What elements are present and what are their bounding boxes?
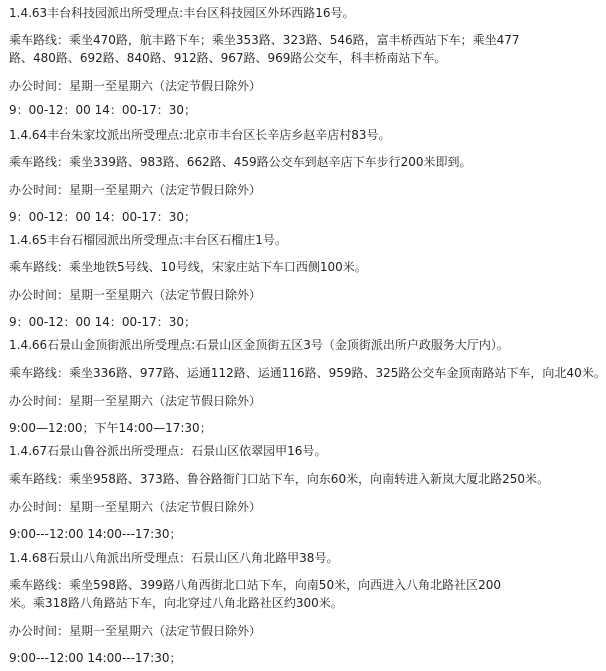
station-heading: 1.4.67石景山鲁谷派出所受理点：石景山区依翠园甲16号。	[9, 444, 327, 458]
station-heading: 1.4.65丰台石榴园派出所受理点:丰台区石榴庄1号。	[9, 233, 287, 247]
station-heading: 1.4.63丰台科技园派出所受理点:丰台区科技园区外环西路16号。	[9, 6, 355, 20]
station-hours: 9：00-12：00 14：00-17：30；	[9, 315, 196, 329]
station-hours: 9：00-12：00 14：00-17：30；	[9, 103, 196, 117]
station-hours: 9:00—12:00；下午14:00—17:30；	[9, 421, 212, 435]
station-heading: 1.4.66石景山金顶街派出所受理点:石景山区金顶街五区3号（金顶街派出所户政服务大厅内）。	[9, 338, 509, 352]
station-office-hours: 办公时间：星期一至星期六（法定节假日除外）	[9, 288, 262, 302]
station-hours: 9：00-12：00 14：00-17：30；	[9, 210, 196, 224]
station-office-hours: 办公时间：星期一至星期六（法定节假日除外）	[9, 79, 262, 93]
station-office-hours: 办公时间：星期一至星期六（法定节假日除外）	[9, 183, 262, 197]
station-office-hours: 办公时间：星期一至星期六（法定节假日除外）	[9, 624, 262, 638]
station-heading: 1.4.68石景山八角派出所受理点：石景山区八角北路甲38号。	[9, 551, 339, 565]
station-route: 乘车路线：乘坐336路、977路、运通112路、运通116路、959路、325路公交车金顶南路站下车，向北40米。	[9, 366, 606, 380]
station-route: 乘车路线：乘坐地铁5号线、10号线，宋家庄站下车口西侧100米。	[9, 260, 367, 274]
station-heading: 1.4.64丰台朱家坟派出所受理点:北京市丰台区长辛店乡赵辛店村83号。	[9, 128, 391, 142]
station-route: 乘车路线：乘坐958路、373路、鲁谷路衙门口站下车，向东60米，向南转进入新岚大厦北路250米。	[9, 472, 549, 486]
station-hours: 9:00---12:00 14:00---17:30；	[9, 527, 182, 541]
station-office-hours: 办公时间：星期一至星期六（法定节假日除外）	[9, 500, 262, 514]
station-route: 乘车路线：乘坐470路，航丰路下车；乘坐353路、323路、546路，富丰桥西站下车；乘坐477路、480路、692路、840路、912路、967路、969路公交车，科丰桥南站下车。	[9, 33, 520, 65]
station-route: 乘车路线：乘坐598路、399路八角西街北口站下车，向南50米，向西进入八角北路社区200米。乘318路八角路站下车，向北穿过八角北路社区约300米。	[9, 578, 501, 610]
station-hours: 9:00---12:00 14:00---17:30；	[9, 651, 182, 665]
station-route: 乘车路线：乘坐339路、983路、662路、459路公交车到赵辛店下车步行200米即到。	[9, 155, 472, 169]
station-office-hours: 办公时间：星期一至星期六（法定节假日除外）	[9, 394, 262, 408]
